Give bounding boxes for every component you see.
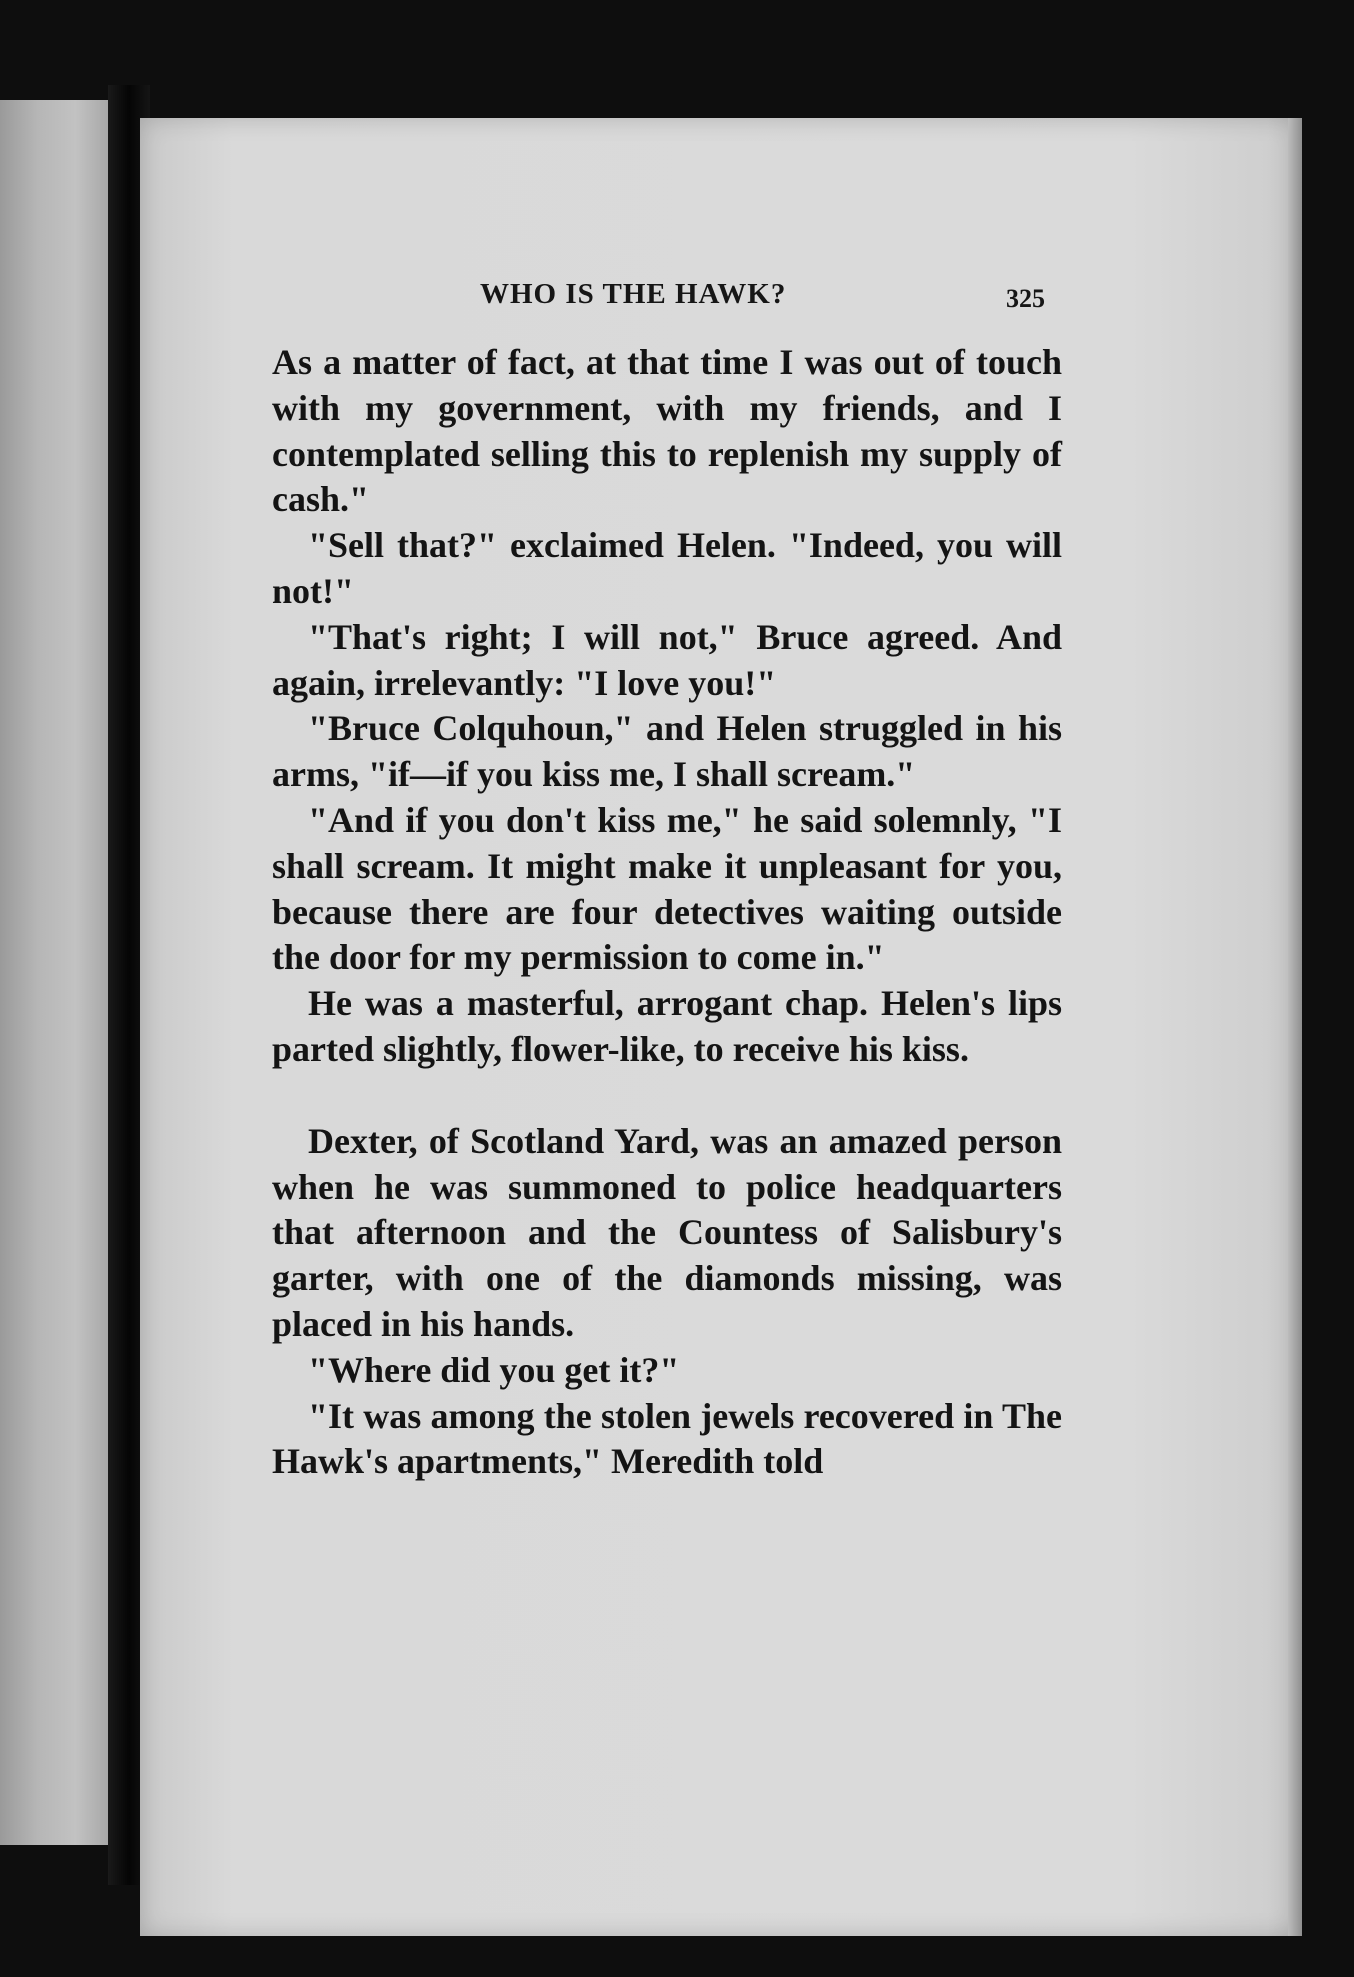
paragraph: "Bruce Colquhoun," and Helen struggled in his arms, "if—if you kiss me, I shall scream." (272, 708, 1062, 795)
book-page (140, 118, 1302, 1936)
page-edge (1288, 118, 1302, 1936)
previous-page-edge (0, 100, 108, 1845)
paragraph: "That's right; I will not," Bruce agreed. And again, irrelevantly: "I love you!" (272, 616, 1062, 703)
paragraph: "Where did you get it?" (308, 1349, 680, 1390)
page-number: 325 (1006, 284, 1045, 313)
paragraph: "And if you don't kiss me," he said solemnly, "I shall scream. It might make it unpleasant for you, because there are four detectives waiting outside the door for my permission to come in." (272, 799, 1062, 978)
running-head (140, 278, 1302, 318)
section-break (272, 1073, 1062, 1119)
running-head-title: WHO IS THE HAWK? (480, 278, 787, 310)
paragraph: Dexter, of Scotland Yard, was an amazed person when he was summoned to police headquarters that afternoon and the Countess of Salisbury's garter, with one of the diamonds missing, was placed in his hands. (272, 1120, 1062, 1344)
paragraph: As a matter of fact, at that time I was out of touch with my government, with my friends, and I contemplated selling this to replenish my supply of cash." (272, 342, 1062, 520)
paragraph: He was a masterful, arrogant chap. Helen's lips parted slightly, flower-like, to receive his kiss. (272, 983, 1062, 1069)
page-body (272, 340, 1062, 1485)
paragraph: "Sell that?" exclaimed Helen. "Indeed, you will not!" (272, 525, 1062, 611)
paragraph: "It was among the stolen jewels recovered in The Hawk's apartments," Meredith told (272, 1395, 1062, 1482)
